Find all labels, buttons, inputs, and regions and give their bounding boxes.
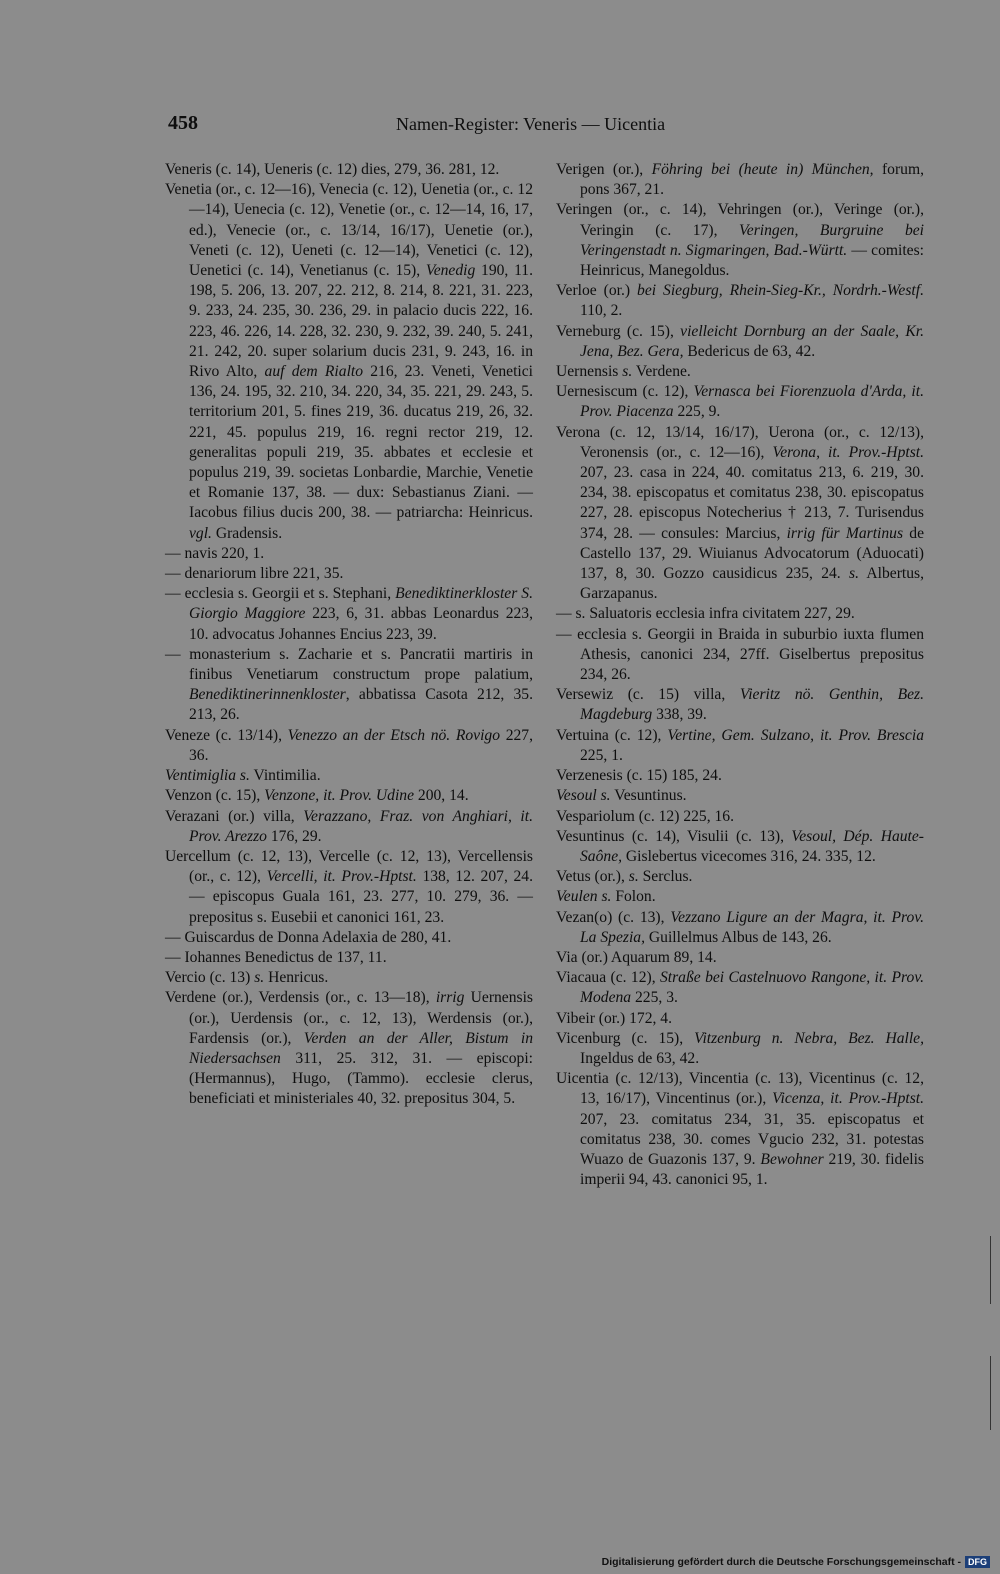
entry-text: s.	[254, 969, 265, 987]
index-entry	[556, 362, 924, 382]
entry-text: 225, 1.	[580, 746, 623, 764]
entry-text: s.	[628, 868, 639, 886]
entry-text: s.	[622, 363, 633, 381]
entry-text: Vitzenburg n. Nebra, Bez. Halle,	[694, 1029, 925, 1047]
index-entry	[165, 766, 533, 786]
entry-text: Straße bei Castelnuovo Rangone, it. Prov. Modena	[580, 969, 924, 1007]
entry-text: Vintimilia.	[249, 767, 321, 785]
entry-text: Benediktinerkloster S. Giorgio Maggiore	[189, 585, 534, 623]
entry-text: 311, 25. 312, 31. — episcopi: (Hermannus), Hugo, (Tammo). ecclesie clerus, beneficiati et ministeriales 40, 32. prepositus 304, 5.	[189, 1049, 533, 1108]
entry-text: 207, 23. comitatus 234, 31, 35. episcopatus et comitatus 238, 30. comes Vgucio 232, 31. potestas Wuazo de Guazonis 137, 9.	[580, 1110, 924, 1168]
entry-text: Vibeir (or.) 172, 4.	[556, 1009, 672, 1027]
index-entry	[556, 604, 924, 624]
entry-text: — comites: Heinricus, Manegoldus.	[580, 241, 925, 280]
entry-text: Venezzo an der Etsch nö. Rovigo	[287, 726, 501, 744]
entry-text: 110, 2.	[580, 302, 623, 320]
index-entry	[556, 887, 924, 907]
entry-text: Uicentia (c. 12/13), Vincentia (c. 13), Vicentinus (c. 12, 13, 16/17), Vincentinus (or.),	[556, 1070, 924, 1108]
right-column	[556, 160, 924, 1190]
entry-text: Benediktinerinnenkloster	[189, 686, 346, 704]
entry-text: Vercio (c. 13)	[165, 969, 255, 987]
entry-text: 216, 23. Veneti, Venetici 136, 24. 195, 32. 210, 34. 220, 34, 35. 221, 29. 243, 5. territorium 201, 5. fines 219, 36. ducatus 219, 26, 32. 221, 45. populus 219, 16. regni rector 219, 12. generalitas populi 219, 35. abbates et ecclesie et populus 219, 39. societas Lonbardie, Marchie, Venetie et Romanie 137, 38. — dux: Sebastianus Ziani. — Iacobus filius ducis 200, 38. — patriarcha: Heinricus.	[189, 363, 533, 522]
entry-text: Vertuina (c. 12),	[556, 726, 668, 744]
entry-text: 225, 3.	[631, 989, 678, 1007]
left-column	[165, 160, 533, 1110]
entry-text: Verloe (or.)	[556, 282, 638, 300]
running-title: Namen-Register: Veneris — Uicentia	[396, 114, 666, 134]
index-entry	[556, 1009, 924, 1029]
index-entry	[556, 685, 924, 725]
entry-text: s.	[849, 565, 859, 583]
entry-text: Henricus.	[264, 969, 329, 987]
entry-text: — monasterium s. Zacharie et s. Pancratii martiris in finibus Venetiarum constructum prope palatium,	[165, 645, 533, 684]
entry-text: Vesuntinus.	[610, 787, 687, 805]
entry-text: Uercellum (c. 12, 13), Vercelle (c. 12, 13), Vercellensis (or., c. 12),	[165, 847, 533, 886]
index-entry	[556, 766, 924, 786]
entry-text: Verdene.	[632, 363, 691, 381]
entry-text: Verneburg (c. 15),	[556, 322, 681, 340]
entry-text: Venetia (or., c. 12—16), Venecia (c. 12), Uenetia (or., c. 12—14), Uenecia (c. 12), Venetie (or., c. 12—14, 16, 17, ed.), Venecie (or., c. 13/14, 16/17), Uenetie (or.), Veneti (c. 12), Ueneti (c. 12—14), Venetici (c. 12), Uenetici (c. 14), Venetianus (c. 15),	[165, 181, 533, 280]
entry-text: Veulen s.	[556, 888, 612, 906]
index-entry	[556, 1029, 924, 1069]
digitization-credit: Digitalisierung gefördert durch die Deutsche Forschungsgemeinschaft -	[601, 1556, 961, 1568]
index-entry	[165, 948, 533, 968]
index-entry	[556, 382, 924, 422]
entry-text: Serclus.	[638, 868, 693, 886]
entry-text: 200, 14.	[414, 787, 469, 805]
entry-text: Vesuntinus (c. 14), Visulii (c. 13),	[556, 827, 792, 845]
entry-text: irrig	[435, 989, 465, 1007]
entry-text: vgl.	[189, 524, 212, 542]
index-entry	[556, 948, 924, 968]
index-entry	[165, 968, 533, 988]
entry-text: Versewiz (c. 15) villa,	[556, 686, 740, 704]
index-entry	[165, 180, 533, 544]
footer	[602, 1556, 990, 1568]
index-entry	[165, 544, 533, 564]
entry-text: Uernesiscum (c. 12),	[556, 383, 694, 401]
entry-text: Vieritz nö. Genthin, Bez. Magdeburg	[580, 686, 924, 724]
entry-text: vielleicht Dornburg an der Saale, Kr. Jena, Bez. Gera,	[580, 322, 924, 360]
entry-text: Veringen, Burgruine bei Veringenstadt n. Sigmaringen, Bad.-Württ.	[580, 221, 924, 259]
index-entry	[556, 200, 924, 281]
entry-text: Ventimiglia s.	[165, 767, 250, 785]
entry-text: Venedig	[425, 262, 476, 280]
entry-text: Vezzano Ligure an der Magra, it. Prov. La Spezia,	[580, 908, 924, 946]
margin-rule	[990, 1236, 991, 1304]
entry-text: Venzon (c. 15),	[165, 787, 265, 805]
entry-text: — denariorum libre 221, 35.	[165, 565, 344, 583]
entry-text: Viacaua (c. 12),	[556, 969, 660, 987]
entry-text: Vezan(o) (c. 13),	[556, 908, 671, 926]
entry-text: 190, 11. 198, 5. 206, 13. 207, 22. 212, 8. 214, 8. 221, 31. 223, 9. 233, 24. 235, 30. 236, 29. in palacio ducis 222, 16. 223, 46. 226, 14. 228, 32. 230, 9. 232, 39. 240, 5. 241, 21. 242, 20. super solarium ducis 231, 9. 243, 16. in Rivo Alto,	[189, 262, 533, 381]
index-entry	[165, 645, 533, 726]
index-entry	[165, 928, 533, 948]
index-entry	[556, 423, 924, 605]
entry-text: 219, 30. fidelis imperii 94, 43. canonici 95, 1.	[580, 1150, 924, 1189]
entry-text: Verazzano, Fraz. von Anghiari, it. Prov. Arezzo	[189, 807, 533, 845]
entry-text: 338, 39.	[652, 706, 707, 724]
entry-text: Verden an der Aller, Bistum in Niedersachsen	[189, 1029, 534, 1067]
index-entry	[556, 786, 924, 806]
entry-text: bei Siegburg, Rhein-Sieg-Kr., Nordrh.-Westf.	[637, 282, 924, 300]
entry-text: 223, 6, 31. abbas Leonardus 223, 10. advocatus Johannes Encius 223, 39.	[189, 605, 533, 643]
index-entry	[556, 625, 924, 686]
entry-text: 207, 23. casa in 224, 40. comitatus 213, 6. 219, 30. 234, 38. episcopatus et comitatus 238, 30. episcopatus 227, 28. episcopus Notecherius † 213, 7. Turisendus 374, 28. — consules: Marcius,	[580, 464, 924, 542]
entry-text: Vespariolum (c. 12) 225, 16.	[556, 807, 734, 825]
index-entry	[165, 584, 533, 645]
entry-text: irrig für Martinus	[786, 524, 904, 542]
entry-text: Föhring bei (heute in) München,	[651, 161, 874, 178]
entry-text: — Guiscardus de Donna Adelaxia de 280, 41.	[165, 928, 452, 946]
page-number: 458	[168, 112, 198, 134]
page-header	[0, 112, 1000, 142]
entry-text: — s. Saluatoris ecclesia infra civitatem 227, 29.	[556, 605, 855, 623]
entry-text: Uernensis	[556, 363, 623, 381]
index-entry	[556, 908, 924, 948]
entry-text: Verona, it. Prov.-Hptst.	[772, 443, 924, 461]
entry-text: Venzone, it. Prov. Udine	[264, 787, 415, 805]
index-entry	[165, 564, 533, 584]
index-entry	[556, 160, 924, 200]
index-entry	[556, 322, 924, 362]
entry-text: Verzenesis (c. 15) 185, 24.	[556, 767, 722, 785]
entry-text: 138, 12. 207, 24. — episcopus Guala 161, 23. 277, 10. 279, 36. — prepositus s. Eusebii et canonici 161, 23.	[189, 868, 533, 926]
entry-text: Veneze (c. 13/14),	[165, 726, 288, 744]
entry-text: Via (or.) Aquarum 89, 14.	[556, 948, 717, 966]
entry-text: auf dem Rialto	[264, 363, 364, 381]
dfg-logo: DFG	[965, 1556, 990, 1568]
entry-text: Folon.	[611, 888, 656, 906]
entry-text: — Iohannes Benedictus de 137, 11.	[165, 948, 387, 966]
index-entry	[556, 807, 924, 827]
entry-text: — navis 220, 1.	[165, 544, 265, 562]
entry-text: Albertus, Garzapanus.	[580, 565, 925, 603]
entry-text: Verona (c. 12, 13/14, 16/17), Uerona (or., c. 12/13), Veronensis (or., c. 12—16),	[556, 423, 924, 461]
entry-text: 176, 29.	[266, 827, 322, 845]
entry-text: Ingeldus de 63, 42.	[580, 1049, 700, 1067]
index-entry	[556, 281, 924, 321]
index-entry	[556, 867, 924, 887]
entry-text: Bedericus de 63, 42.	[683, 342, 816, 360]
entry-text: Veringen (or., c. 14), Vehringen (or.), Veringe (or.), Veringin (c. 17),	[556, 201, 924, 239]
entry-text: Vernasca bei Fiorenzuola d'Arda, it. Prov. Piacenza	[580, 383, 924, 421]
entry-text: Vesoul s.	[556, 787, 611, 805]
entry-text: Vertine, Gem. Sulzano, it. Prov. Brescia	[667, 726, 924, 744]
entry-text: de Castello 137, 29. Wiuianus Advocatorum (Aduocati) 137, 8, 30. Gozzo causidicus 235, 24.	[580, 524, 924, 583]
index-entry	[165, 847, 533, 928]
index-entry	[556, 726, 924, 766]
entry-text: Verazani (or.) villa,	[165, 807, 304, 825]
entry-text: forum, pons 367, 21.	[580, 161, 925, 199]
entry-text: 227, 36.	[189, 726, 533, 764]
entry-text: Vicenburg (c. 15),	[556, 1029, 695, 1047]
entry-text: Bewohner	[760, 1150, 824, 1168]
entry-text: — ecclesia s. Georgii et s. Stephani,	[165, 585, 396, 603]
entry-text: Vercelli, it. Prov.-Hptst.	[266, 868, 417, 886]
margin-rule	[990, 1356, 991, 1430]
entry-text: Verigen (or.),	[556, 161, 652, 178]
entry-text: Veneris (c. 14), Ueneris (c. 12) dies, 279, 36. 281, 12.	[165, 161, 500, 178]
entry-text: Vetus (or.),	[556, 868, 629, 886]
entry-text: Guillelmus Albus de 143, 26.	[644, 928, 832, 946]
entry-text: Vesoul, Dép. Haute-Saône,	[580, 827, 924, 865]
index-entry	[165, 807, 533, 847]
entry-text: , abbatissa Casota 212, 35. 213, 26.	[189, 686, 533, 724]
index-entry	[556, 968, 924, 1008]
entry-text: 225, 9.	[673, 403, 721, 421]
index-entry	[165, 160, 533, 180]
entry-text: Gislebertus vicecomes 316, 24. 335, 12.	[622, 847, 876, 865]
entry-text: Verdene (or.), Verdensis (or., c. 13—18),	[165, 989, 436, 1007]
entry-text: Uernensis (or.), Uerdensis (or., c. 12, 13), Werdensis (or.), Fardensis (or.),	[189, 989, 533, 1047]
index-entry	[556, 1069, 924, 1190]
entry-text: — ecclesia s. Georgii in Braida in suburbio iuxta flumen Athesis, canonici 234, 27ff. Giselbertus prepositus 234, 26.	[556, 625, 924, 684]
index-entry	[165, 988, 533, 1109]
index-entry	[165, 726, 533, 766]
index-entry	[556, 827, 924, 867]
entry-text: Gradensis.	[211, 524, 283, 542]
entry-text: Vicenza, it. Prov.-Hptst.	[772, 1090, 924, 1108]
index-entry	[165, 786, 533, 806]
